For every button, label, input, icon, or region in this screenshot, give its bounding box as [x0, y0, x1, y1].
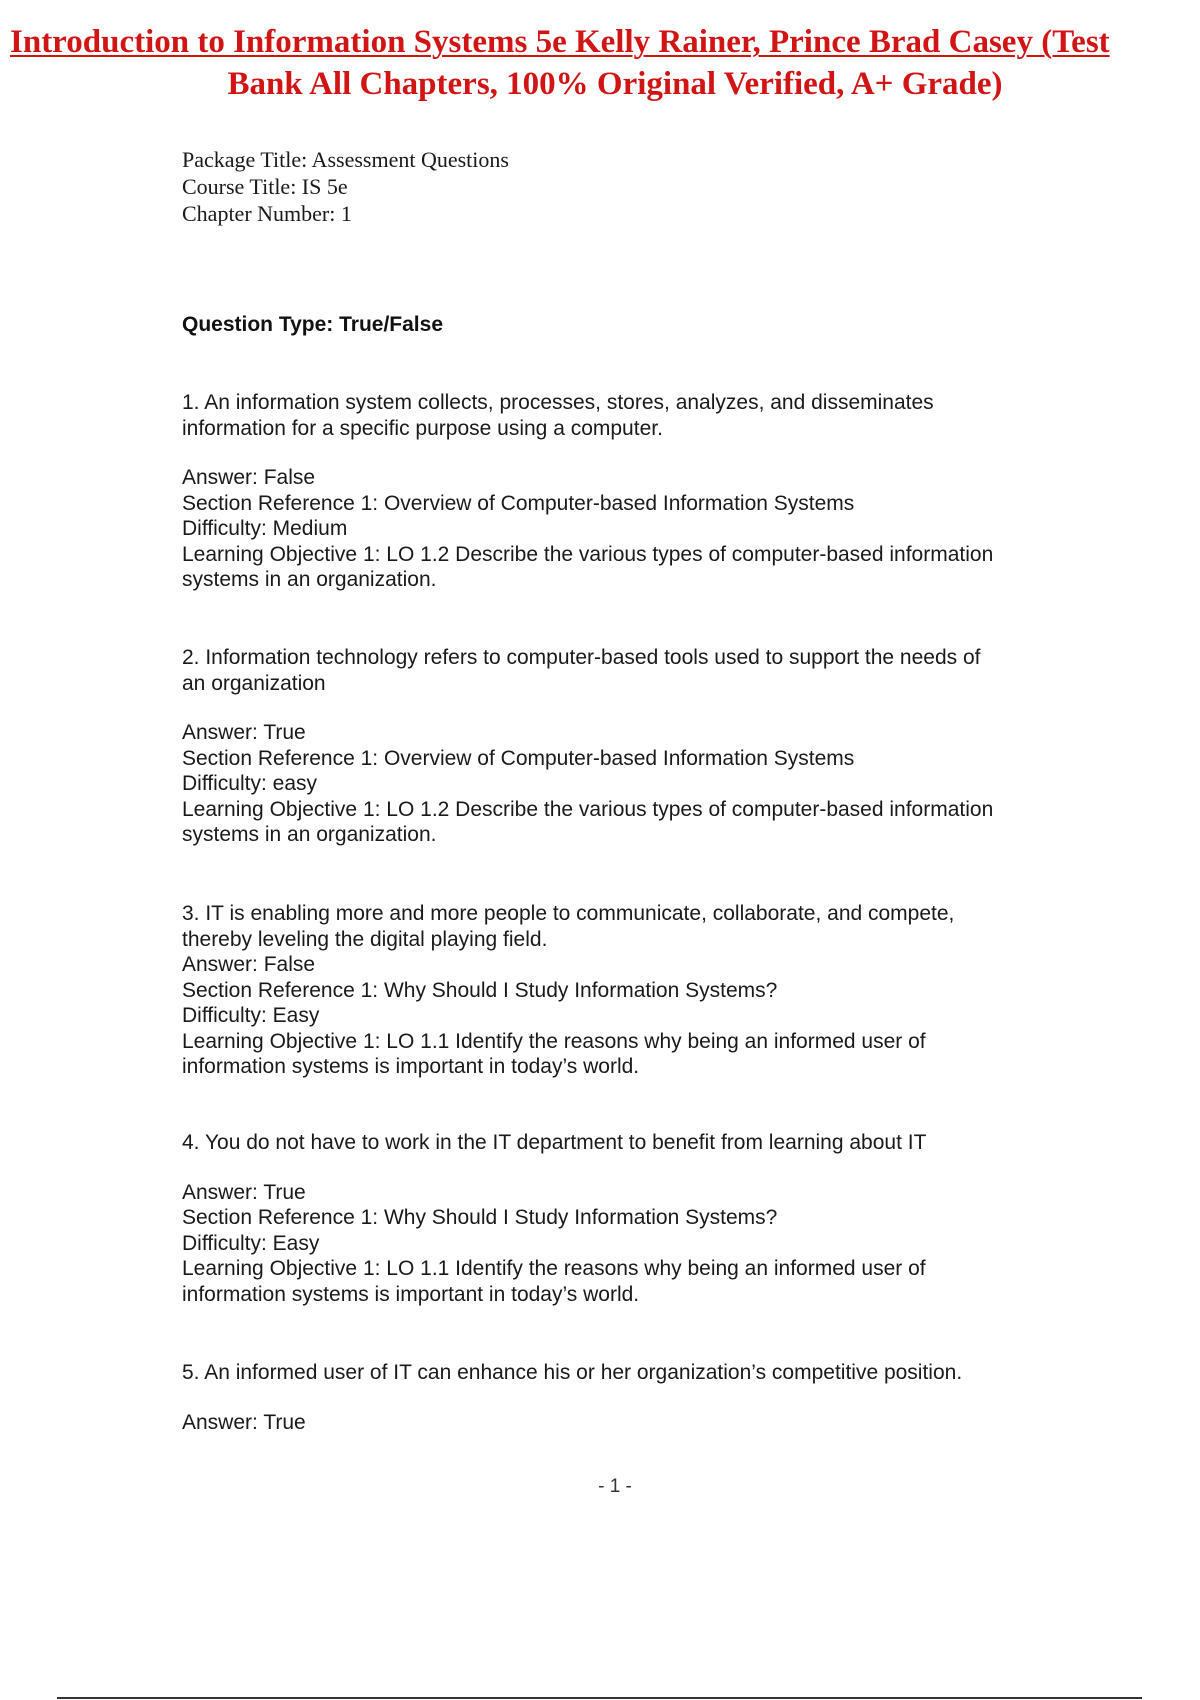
learning-objective: Learning Objective 1: LO 1.1 Identify the reasons why being an informed user of — [182, 1029, 926, 1053]
page-number: - 1 - — [598, 1476, 632, 1497]
answer: Answer: True — [182, 721, 306, 744]
question-stem-continued: information for a specific purpose using a computer. — [182, 416, 663, 440]
page-bottom-divider — [57, 1697, 1142, 1699]
section-reference: Section Reference 1: Overview of Computer-based Information Systems — [182, 746, 855, 770]
question-3 — [182, 901, 1062, 1080]
learning-objective: Learning Objective 1: LO 1.2 Describe the various types of computer-based information — [182, 797, 994, 821]
answer: Answer: True — [182, 1410, 306, 1434]
package-title: Package Title: Assessment Questions — [182, 147, 509, 172]
question-4 — [182, 1130, 1062, 1307]
section-reference: Section Reference 1: Overview of Computer-based Information Systems — [182, 491, 855, 515]
document-title-line-1: Introduction to Information Systems 5e Kelly Rainer, Prince Brad Casey (Test — [10, 24, 1110, 60]
answer: Answer: False — [182, 953, 316, 976]
chapter-number: Chapter Number: 1 — [182, 201, 352, 226]
question-stem: 1. An information system collects, processes, stores, analyzes, and disseminates — [182, 391, 934, 414]
difficulty: Difficulty: Easy — [182, 1231, 320, 1255]
section-reference: Section Reference 1: Why Should I Study Information Systems? — [182, 978, 778, 1002]
answer: Answer: False — [182, 466, 316, 489]
difficulty: Difficulty: easy — [182, 772, 317, 795]
learning-objective-continued: systems in an organization. — [182, 823, 437, 846]
answer: Answer: True — [182, 1180, 306, 1204]
question-stem: 5. An informed user of IT can enhance his or her organization’s competitive position. — [182, 1361, 963, 1384]
question-stem: 4. You do not have to work in the IT department to benefit from learning about IT — [182, 1131, 927, 1154]
learning-objective-continued: information systems is important in today’s world. — [182, 1282, 640, 1306]
section-reference: Section Reference 1: Why Should I Study Information Systems? — [182, 1206, 778, 1229]
question-2 — [182, 645, 1062, 848]
difficulty: Difficulty: Easy — [182, 1004, 320, 1027]
learning-objective-continued: information systems is important in today’s world. — [182, 1055, 640, 1078]
question-stem-continued: thereby leveling the digital playing field. — [182, 927, 548, 951]
question-stem: 2. Information technology refers to computer-based tools used to support the needs of — [182, 646, 981, 669]
question-5 — [182, 1360, 1062, 1435]
difficulty: Difficulty: Medium — [182, 517, 348, 540]
document-title — [0, 22, 1200, 112]
learning-objective: Learning Objective 1: LO 1.2 Describe the various types of computer-based information — [182, 542, 994, 566]
learning-objective: Learning Objective 1: LO 1.1 Identify the reasons why being an informed user of — [182, 1257, 926, 1280]
document-title-line-2: Bank All Chapters, 100% Original Verified, A+ Grade) — [227, 66, 1003, 102]
package-meta — [182, 146, 509, 227]
course-title: Course Title: IS 5e — [182, 174, 348, 199]
question-1 — [182, 390, 1062, 593]
question-stem-continued: an organization — [182, 671, 326, 695]
learning-objective-continued: systems in an organization. — [182, 568, 437, 591]
question-type-heading: Question Type: True/False — [182, 313, 444, 336]
question-stem: 3. IT is enabling more and more people to communicate, collaborate, and compete, — [182, 902, 955, 925]
